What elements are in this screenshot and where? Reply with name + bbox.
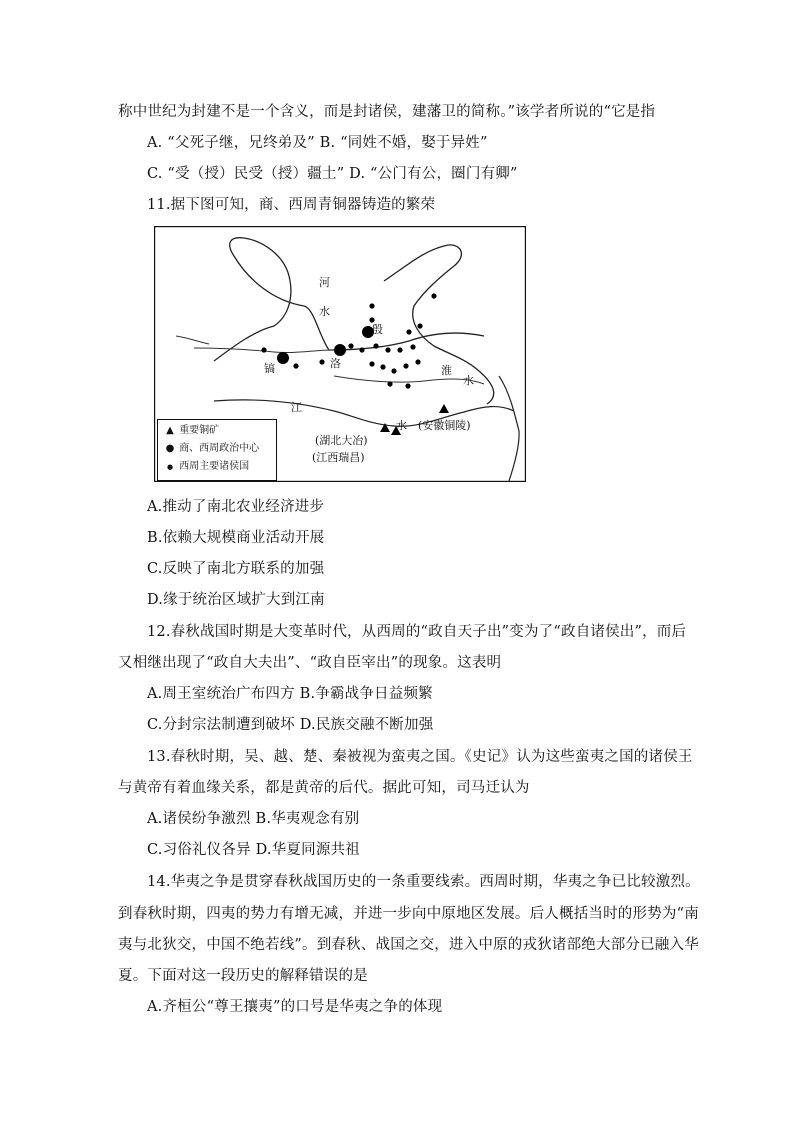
triangle-icon: ▲ [166, 425, 174, 436]
question-14-cont: 到春秋时期，四夷的势力有增无减，并进一步向中原地区发展。后人概括当时的形势为“南 [118, 906, 699, 922]
question-14: 14.华夷之争是贯穿春秋战国历史的一条重要线索。西周时期，华夷之争已比较激烈。 [147, 874, 700, 890]
option-line: A.推动了南北农业经济进步 [147, 499, 325, 515]
map-label-jiang: 江 [291, 401, 302, 414]
small-dot-icon: ● [166, 463, 174, 471]
question-13-cont: 与黄帝有着血缘关系，都是黄帝的后代。据此可知，司马迁认为 [118, 780, 530, 796]
yellow-river [214, 238, 484, 361]
vassal-state [369, 317, 374, 322]
question-12-cont: 又相继出现了“政自大夫出”、“政自臣宰出”的现象。这表明 [118, 655, 502, 671]
option-line: A.周王室统治广布四方 B.争霸战争日益频繁 [147, 686, 433, 702]
large-dot-icon: ● [165, 443, 175, 454]
legend-capital: ● 商、西周政治中心 [165, 443, 260, 454]
river-branch [176, 336, 209, 344]
option-line: A. “父死子继，兄终弟及” B. “同姓不婚，娶于异姓” [147, 135, 488, 151]
vassal-state [369, 361, 374, 366]
vassal-state [415, 359, 420, 364]
vassal-state [387, 381, 392, 386]
vassal-state [369, 303, 374, 308]
question-13: 13.春秋时期，吴、越、楚、秦被视为蛮夷之国。《史记》认为这些蛮夷之国的诸侯王 [147, 749, 693, 765]
vassal-state [293, 363, 298, 368]
vassal-state [359, 347, 364, 352]
map-label-luo: 洛 [330, 357, 341, 370]
text-line: 称中世纪为封建不是一个含义，而是封诸侯，建藩卫的简称。”该学者所说的“它是指 [118, 104, 656, 120]
question-11: 11.据下图可知，商、西周青铜器铸造的繁荣 [147, 197, 436, 213]
vassal-state [431, 293, 436, 298]
option-line: C.反映了南北方联系的加强 [147, 561, 325, 577]
map-label-jiangxi: (江西瑞昌) [312, 451, 365, 464]
vassal-state [410, 344, 415, 349]
vassal-state [391, 368, 396, 373]
vassal-state [405, 383, 410, 388]
option-line: C.习俗礼仪各异 D.华夏同源共祖 [147, 842, 360, 858]
vassal-state [406, 329, 411, 334]
vassal-state [373, 343, 378, 348]
huai-river [334, 376, 484, 384]
map-label-he: 河 [319, 276, 330, 289]
vassal-state [403, 363, 408, 368]
option-line: C. “受（授）民受（授）疆土” D. “公门有公，圈门有卿” [147, 166, 518, 182]
map-legend [157, 419, 277, 481]
map-label-huai: 水 [463, 374, 474, 387]
option-line: B.依赖大规模商业活动开展 [147, 530, 325, 546]
map-label-yin: 殷 [372, 323, 383, 336]
legend-copper: ▲ 重要铜矿 [164, 424, 219, 438]
question-14-cont: 夏。下面对这一段历史的解释错误的是 [118, 968, 368, 984]
vassal-state [319, 359, 324, 364]
vassal-state [417, 323, 422, 328]
east-coast [499, 376, 519, 481]
copper-mine [439, 404, 449, 413]
capital-luo [334, 344, 346, 356]
capital-hao [277, 352, 289, 364]
option-line: C.分封宗法制遭到破坏 D.民族交融不断加强 [147, 717, 434, 733]
question-14-cont: 夷与北狄交，中国不绝若线”。到春秋、战国之交，进入中原的戎狄诸部绝大部分已融入华 [118, 937, 699, 953]
question-12: 12.春秋战国时期是大变革时代，从西周的“政自天子出”变为了“政自诸侯出”，而后 [147, 624, 687, 640]
map-label-huai: 淮 [441, 364, 452, 377]
option-line: A.齐桓公“尊王攘夷”的口号是华夷之争的体现 [147, 999, 443, 1015]
option-line: A.诸侯纷争激烈 B.华夷观念有别 [147, 811, 360, 827]
vassal-state [261, 347, 266, 352]
map-label-anhui: (安徽铜陵) [418, 419, 471, 432]
map-label-jiang: 水 [396, 419, 407, 432]
legend-vassal: ● 西周主要诸侯国 [164, 460, 249, 474]
coastline [384, 245, 494, 404]
option-line: D.缘于统治区域扩大到江南 [147, 592, 325, 608]
map-label-he: 水 [319, 305, 330, 318]
vassal-state [385, 347, 390, 352]
map-label-hao: 镐 [264, 362, 275, 375]
vassal-state [397, 347, 402, 352]
map-label-hubei: (湖北大冶) [315, 434, 368, 447]
vassal-state [348, 343, 353, 348]
vassal-state [380, 364, 385, 369]
